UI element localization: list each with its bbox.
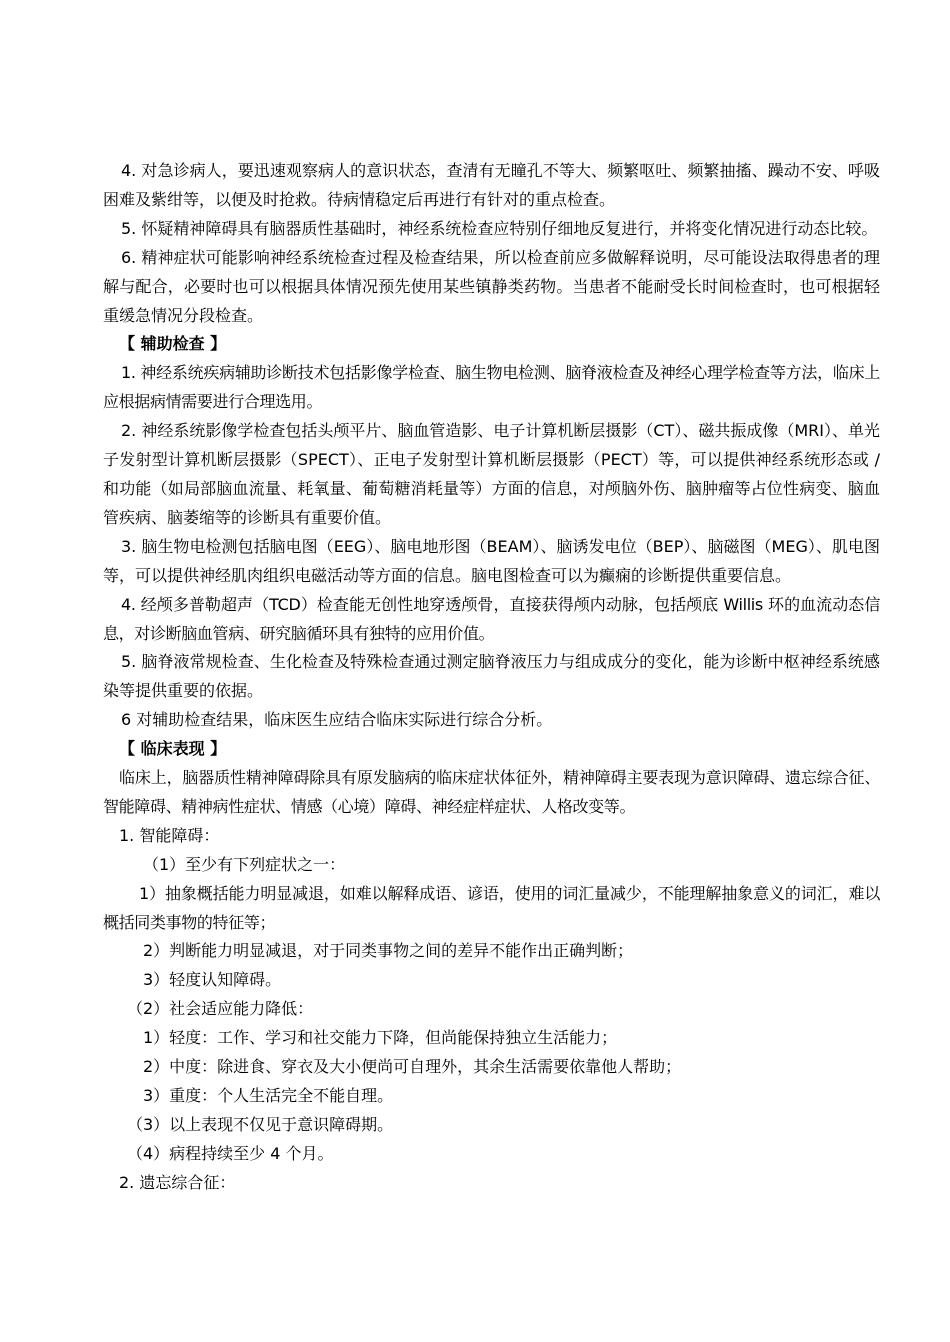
paragraph-intelligence-subitem-1: 1）抽象概括能力明显减退，如难以解释成语、谚语，使用的词汇量减少，不能理解抽象意义的词汇，难以概括同类事物的特征等； [103,883,880,932]
paragraph-intelligence-subitem-2: 2）判断能力明显减退，对于同类事物之间的差异不能作出正确判断； [143,941,634,961]
paragraph-auxiliary-item-3: 3. 脑生物电检测包括脑电图（EEG）、脑电地形图（BEAM）、脑诱发电位（BEP）、脑磁图（MEG）、肌电图等，可以提供神经肌肉组织电磁活动等方面的信息。脑电图检查可以为癫痫的诊断提供重要信息。 [103,536,880,585]
section-heading-auxiliary-exam: 【 辅助检查 】 [119,334,227,354]
document-body [103,157,880,1198]
paragraph-criterion-3: （3）以上表现不仅见于意识障碍期。 [127,1114,394,1134]
paragraph-amnesic-syndrome-heading: 2. 遗忘综合征： [119,1172,236,1192]
paragraph-social-adaptation-mild: 1）轻度：工作、学习和社交能力下降，但尚能保持独立生活能力； [143,1028,618,1048]
paragraph-exam-item-6: 6. 精神症状可能影响神经系统检查过程及检查结果，所以检查前应多做解释说明，尽可能设法取得患者的理解与配合，必要时也可以根据具体情况预先使用某些镇静类药物。当患者不能耐受长时间检查时，也可根据轻重缓急情况分段检查。 [103,247,880,325]
section-heading-clinical-manifestations: 【 临床表现 】 [119,739,227,759]
paragraph-social-adaptation-moderate: 2）中度：除进食、穿衣及大小便尚可自理外，其余生活需要依靠他人帮助； [143,1057,682,1077]
paragraph-exam-item-4: 4. 对急诊病人，要迅速观察病人的意识状态，查清有无瞳孔不等大、频繁呕吐、频繁抽搐、躁动不安、呼吸困难及紫绀等，以便及时抢救。待病情稳定后再进行有针对的重点检查。 [103,161,880,209]
paragraph-exam-item-5: 5. 怀疑精神障碍具有脑器质性基础时，神经系统检查应特别仔细地反复进行，并将变化情况进行动态比较。 [121,218,878,238]
paragraph-intelligence-disorder-heading: 1. 智能障碍： [119,825,220,845]
paragraph-social-adaptation-heading: （2）社会适应能力降低： [127,999,314,1019]
paragraph-auxiliary-item-5: 5. 脑脊液常规检查、生化检查及特殊检查通过测定脑脊液压力与组成成分的变化，能为诊断中枢神经系统感染等提供重要的依据。 [103,652,880,701]
paragraph-intelligence-criterion-1: （1）至少有下列症状之一： [143,854,346,874]
paragraph-intelligence-subitem-3: 3）轻度认知障碍。 [143,970,282,990]
paragraph-auxiliary-item-6: 6 对辅助检查结果，临床医生应结合临床实际进行综合分析。 [121,710,553,730]
paragraph-auxiliary-item-4: 4. 经颅多普勒超声（TCD）检查能无创性地穿透颅骨，直接获得颅内动脉，包括颅底 Willis 环的血流动态信息，对诊断脑血管病、研究脑循环具有独特的应用价值。 [103,594,880,643]
paragraph-auxiliary-item-2: 2. 神经系统影像学检查包括头颅平片、脑血管造影、电子计算机断层摄影（CT）、磁共振成像（MRI）、单光子发射型计算机断层摄影（SPECT）、正电子发射型计算机断层摄影（PECT）等，可以提供神经系统形态或 / 和功能（如局部脑血流量、耗氧量、葡萄糖消耗量等）方面的信息，对颅脑外伤、脑肿瘤等占位性病变、脑血管疾病、脑萎缩等的诊断具有重要价值。 [103,421,880,527]
paragraph-criterion-4: （4）病程持续至少 4 个月。 [127,1143,334,1163]
paragraph-social-adaptation-severe: 3）重度：个人生活完全不能自理。 [143,1086,394,1105]
paragraph-auxiliary-item-1: 1. 神经系统疾病辅助诊断技术包括影像学检查、脑生物电检测、脑脊液检查及神经心理学检查等方法，临床上应根据病情需要进行合理选用。 [103,363,880,412]
paragraph-clinical-intro: 临床上，脑器质性精神障碍除具有原发脑病的临床症状体征外，精神障碍主要表现为意识障碍、遗忘综合征、智能障碍、精神病性症状、情感（心境）障碍、神经症样症状、人格改变等。 [103,768,880,816]
